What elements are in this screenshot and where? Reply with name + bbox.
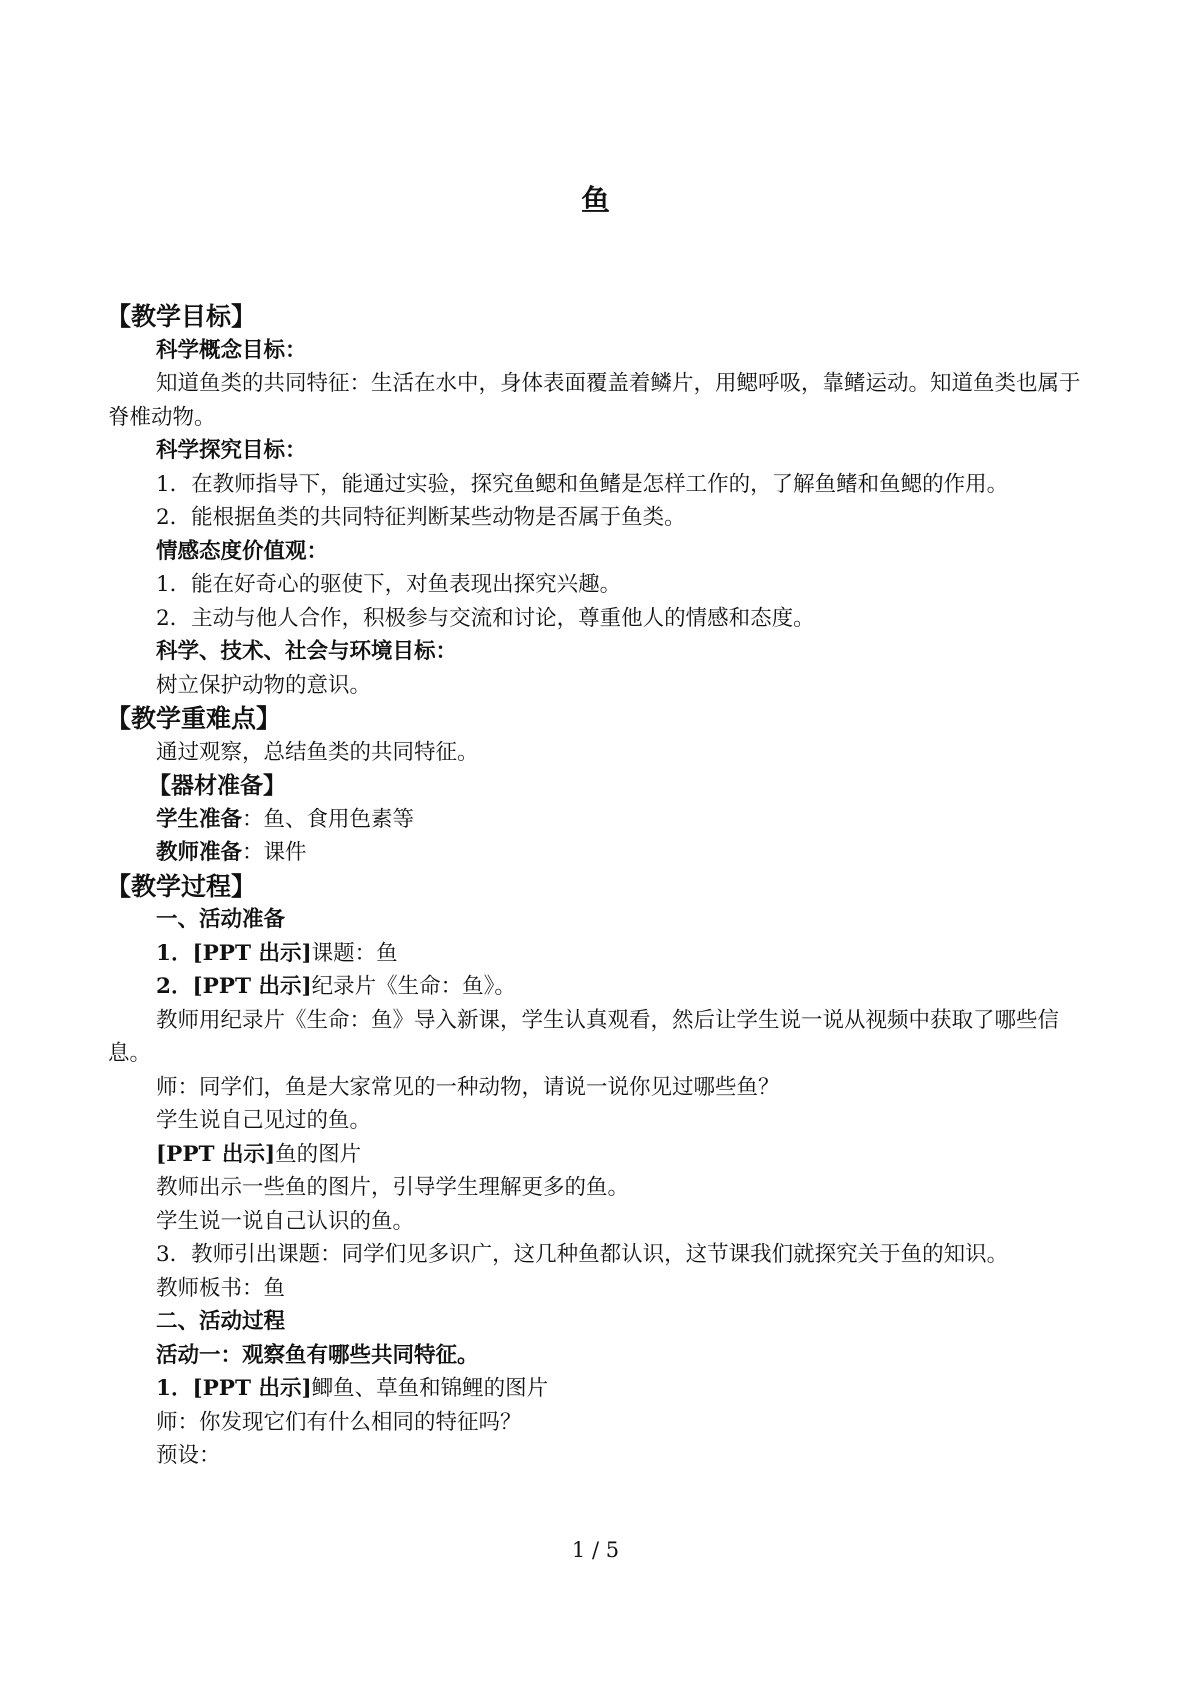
- process-paragraph-1: 教师用纪录片《生命：鱼》导入新课，学生认真观看，然后让学生说一说从视频中获取了哪些信息。: [108, 1007, 1060, 1066]
- process-item-2-text: 纪录片《生命：鱼》。: [311, 974, 516, 999]
- process-ppt-3-label: [PPT 出示]: [156, 1141, 276, 1167]
- attitude-goal-heading: 情感态度价值观：: [156, 538, 329, 564]
- inquiry-goal-1: 1．在教师指导下，能通过实验，探究鱼鳃和鱼鳍是怎样工作的，了解鱼鳍和鱼鳃的作用。: [156, 471, 1009, 497]
- process-paragraph-7: 教师板书：鱼: [156, 1275, 286, 1301]
- process-ppt-3-text: 鱼的图片: [275, 1141, 362, 1167]
- section-heading-goals: 【教学目标】: [106, 302, 257, 331]
- process-item-1-label: 1．[PPT 出示]: [156, 940, 312, 966]
- process-paragraph-2: 师：同学们，鱼是大家常见的一种动物，请说一说你见过哪些鱼？: [156, 1074, 780, 1100]
- concept-goal-heading: 科学概念目标：: [156, 337, 307, 363]
- key-points-text: 通过观察，总结鱼类的共同特征。: [156, 739, 479, 765]
- process-paragraph-9: 预设：: [156, 1443, 221, 1468]
- teacher-materials: [108, 836, 1093, 870]
- attitude-goal-1: 1．能在好奇心的驱使下，对鱼表现出探究兴趣。: [156, 572, 622, 597]
- process-item-4: [108, 1372, 1093, 1406]
- process-item-2-label: 2．[PPT 出示]: [156, 974, 312, 999]
- process-paragraph-4: 教师出示一些鱼的图片，引导学生理解更多的鱼。: [156, 1175, 630, 1200]
- part2-heading: 二、活动过程: [156, 1309, 286, 1334]
- section-heading-key-points: 【教学重难点】: [106, 704, 282, 733]
- process-ppt-3: [108, 1138, 1093, 1172]
- process-paragraph-8: 师：你发现它们有什么相同的特征吗？: [156, 1409, 522, 1435]
- page-title: 鱼: [580, 183, 610, 217]
- stse-goal-heading: 科学、技术、社会与环境目标：: [156, 639, 458, 664]
- stse-goal-text: 树立保护动物的意识。: [156, 672, 372, 698]
- section-heading-process: 【教学过程】: [106, 871, 257, 901]
- part1-heading: 一、活动准备: [156, 907, 286, 932]
- materials-heading: 【器材准备】: [148, 772, 286, 799]
- teacher-materials-text: ：课件: [242, 840, 307, 865]
- student-materials-text: ：鱼、食用色素等: [242, 806, 415, 832]
- activity1-heading: 活动一：观察鱼有哪些共同特征。: [156, 1342, 479, 1368]
- process-item-1-text: 课题：鱼: [311, 940, 398, 966]
- attitude-goal-2: 2．主动与他人合作，积极参与交流和讨论，尊重他人的情感和态度。: [156, 605, 815, 631]
- process-paragraph-6: 3．教师引出课题：同学们见多识广，这几种鱼都认识，这节课我们就探究关于鱼的知识。: [156, 1242, 1009, 1267]
- process-item-4-text: 鲫鱼、草鱼和锦鲤的图片: [311, 1376, 549, 1401]
- inquiry-goal-2: 2．能根据鱼类的共同特征判断某些动物是否属于鱼类。: [156, 505, 686, 530]
- student-materials: [108, 803, 1093, 837]
- process-item-4-label: 1．[PPT 出示]: [156, 1376, 312, 1401]
- process-item-1: [108, 937, 1093, 971]
- teacher-materials-label: 教师准备: [156, 840, 243, 865]
- process-paragraph-3: 学生说自己见过的鱼。: [156, 1108, 372, 1133]
- page-number: 1 / 5: [571, 1538, 620, 1562]
- inquiry-goal-heading: 科学探究目标：: [156, 438, 307, 463]
- student-materials-label: 学生准备: [156, 806, 243, 832]
- document-body: [108, 300, 1093, 1473]
- process-item-2: [108, 970, 1093, 1004]
- concept-goal-text: 知道鱼类的共同特征：生活在水中，身体表面覆盖着鳞片，用鳃呼吸，靠鳍运动。知道鱼类也属于脊椎动物。: [108, 371, 1081, 430]
- process-paragraph-5: 学生说一说自己认识的鱼。: [156, 1208, 415, 1234]
